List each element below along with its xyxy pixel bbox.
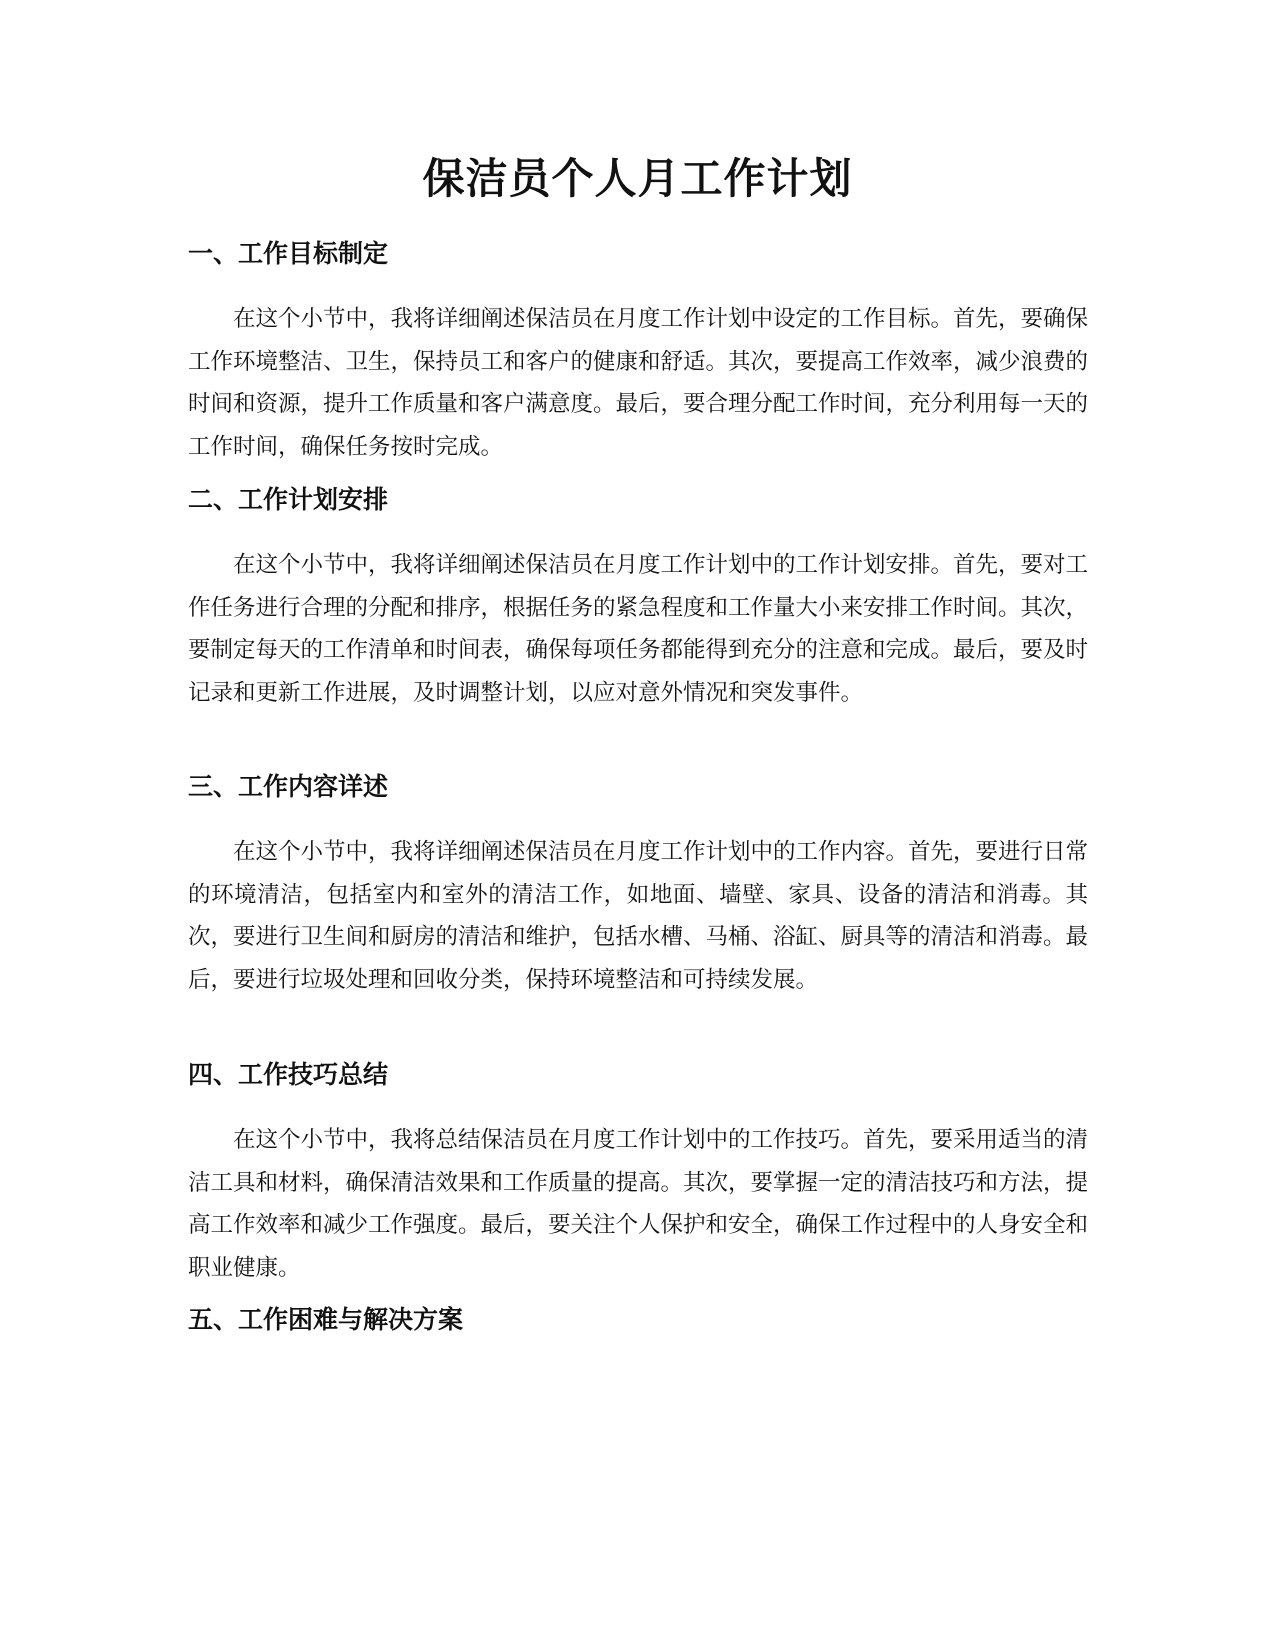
section-paragraph: 在这个小节中，我将详细阐述保洁员在月度工作计划中设定的工作目标。首先，要确保工作环境整洁、卫生，保持员工和客户的健康和舒适。其次，要提高工作效率，减少浪费的时间和资源，提升工作质量和客户满意度。最后，要合理分配工作时间，充分利用每一天的工作时间，确保任务按时完成。 bbox=[188, 306, 1089, 460]
section-work-skills bbox=[188, 1058, 1088, 1289]
section-heading: 三、工作内容详述 bbox=[188, 772, 389, 801]
section-heading: 五、工作困难与解决方案 bbox=[188, 1305, 464, 1334]
section-work-schedule bbox=[188, 483, 1088, 714]
section-difficulties-solutions bbox=[188, 1303, 1088, 1364]
section-heading: 四、工作技巧总结 bbox=[188, 1060, 389, 1089]
section-heading: 二、工作计划安排 bbox=[188, 485, 389, 514]
section-paragraph: 在这个小节中，我将总结保洁员在月度工作计划中的工作技巧。首先，要采用适当的清洁工具和材料，确保清洁效果和工作质量的提高。其次，要掌握一定的清洁技巧和方法，提高工作效率和减少工作强度。最后，要关注个人保护和安全，确保工作过程中的人身安全和职业健康。 bbox=[188, 1127, 1089, 1281]
section-work-content bbox=[188, 770, 1088, 1001]
section-work-goals bbox=[188, 237, 1088, 468]
section-heading: 一、工作目标制定 bbox=[188, 239, 389, 268]
section-paragraph: 在这个小节中，我将详细阐述保洁员在月度工作计划中的工作内容。首先，要进行日常的环境清洁，包括室内和室外的清洁工作，如地面、墙壁、家具、设备的清洁和消毒。其次，要进行卫生间和厨房的清洁和维护，包括水槽、马桶、浴缸、厨具等的清洁和消毒。最后，要进行垃圾处理和回收分类，保持环境整洁和可持续发展。 bbox=[188, 839, 1089, 993]
section-paragraph: 在这个小节中，我将详细阐述保洁员在月度工作计划中的工作计划安排。首先，要对工作任务进行合理的分配和排序，根据任务的紧急程度和工作量大小来安排工作时间。其次，要制定每天的工作清单和时间表，确保每项任务都能得到充分的注意和完成。最后，要及时记录和更新工作进展，及时调整计划，以应对意外情况和突发事件。 bbox=[188, 552, 1089, 706]
document-title: 保洁员个人月工作计划 bbox=[422, 154, 853, 203]
